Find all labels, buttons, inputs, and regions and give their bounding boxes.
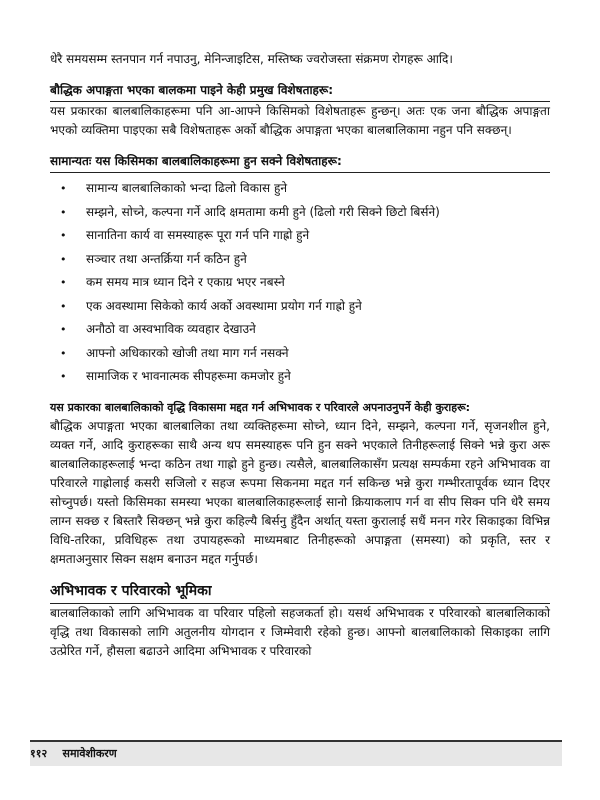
list-item-text: एक अवस्थामा सिकेको कार्य अर्को अवस्थामा प्रयोग गर्न गाह्रो हुने <box>86 298 362 313</box>
section-body: बालबालिकाको लागि अभिभावक वा परिवार पहिलो सहजकर्ता हो। यसर्थ अभिभावक र परिवारको बालबालिकाको वृद्धि तथा विकासको लागि अतुलनीय योगदान र जिम्मेवारी रहेको हुन्छ। आफ्नो बालबालिकाको सिकाइका लागि उत्प्रेरित गर्ने, हौसला बढाउने आदिमा अभिभावक र परिवारको <box>50 605 550 658</box>
list-item <box>50 365 550 389</box>
list-item-text: सञ्चार तथा अन्तर्क्रिया गर्न कठिन हुने <box>86 251 247 266</box>
list-item <box>50 295 550 319</box>
list-item <box>50 224 550 248</box>
characteristics-list <box>50 177 550 389</box>
page-content <box>50 50 550 661</box>
section-heading-row <box>50 581 550 604</box>
section-heading: बौद्धिक अपाङ्गता भएका बालकमा पाइने केही प्रमुख विशेषताहरू: <box>50 83 334 97</box>
list-item <box>50 177 550 201</box>
list-item <box>50 342 550 366</box>
bullet-icon: • <box>60 205 67 219</box>
list-item-text: सम्झने, सोच्ने, कल्पना गर्ने आदि क्षमतामा कमी हुने (ढिलो गरी सिक्ने छिटो बिर्सने) <box>86 204 440 219</box>
bullet-icon: • <box>60 276 67 289</box>
bullet-icon: • <box>60 229 67 242</box>
section-heading: अभिभावक र परिवारको भूमिका <box>50 582 212 599</box>
list-item <box>50 201 550 225</box>
list-item-text: आफ्नो अधिकारको खोजी तथा माग गर्न नसक्ने <box>86 345 289 360</box>
intro-line: धेरै समयसम्म स्तनपान गर्न नपाउनु, मेनिन्जाइटिस, मस्तिष्क ज्वरोजस्ता संक्रमण रोगहरू आदि। <box>50 52 453 66</box>
bullet-icon: • <box>60 299 67 313</box>
list-item <box>50 271 550 295</box>
section-heading: सामान्यतः यस किसिमका बालबालिकाहरूमा हुन सक्ने विशेषताहरू: <box>50 154 342 168</box>
section-body: यस प्रकारका बालबालिकाहरूमा पनि आ-आफ्ने किसिमको विशेषताहरू हुन्छन्। अतः एक जना बौद्धिक अपाङ्गता भएको व्यक्तिमा पाइएका सबै विशेषताहरू अर्को बौद्धिक अपाङ्गता भएका बालबालिकामा नहुन पनि सक्छन्। <box>50 104 550 137</box>
list-item-text: अनौठो वा अस्वभाविक व्यवहार देखाउने <box>86 322 256 336</box>
bullet-icon: • <box>60 252 67 266</box>
bullet-icon: • <box>60 346 67 360</box>
list-item-text: कम समय मात्र ध्यान दिने र एकाग्र भएर नबस्ने <box>86 275 285 289</box>
footer-rule <box>30 740 562 742</box>
footer-section-title: समावेशीकरण <box>62 747 117 760</box>
bullet-icon: • <box>60 323 67 336</box>
page-footer <box>30 740 562 770</box>
bullet-icon: • <box>60 182 67 195</box>
list-item <box>50 248 550 272</box>
section-body: बौद्धिक अपाङ्गता भएका बालबालिका तथा व्यक्तिहरूमा सोच्ने, ध्यान दिने, सम्झने, कल्पना गर्ने, सृजनशील हुने, व्यक्त गर्ने, आदि कुराहरूका साथै अन्य थप समस्याहरू पनि हुन सक्ने भएकाले तिनीहरूलाई सिक्ने भन्ने कुरा अरू बालबालिकाहरूलाई भन्दा कठिन तथा गाह्रो हुने हुन्छ। त्यसैले, बालबालिकासँग प्रत्यक्ष सम्पर्कमा रहने अभिभावक वा परिवारले गाह्रोलाई कसरी सजिलो र सहज रूपमा सिकनमा मद्दत गर्न सकिन्छ भन्ने कुरा गम्भीरतापूर्वक ध्यान दिएर सोच्नुपर्छ। यस्तो किसिमका समस्या भएका बालबालिकाहरूलाई सानो क्रियाकलाप गर्न वा सीप सिक्न पनि धेरै समय लाग्न सक्छ र बिस्तारै सिक्छन् भन्ने कुरा कहिल्यै बिर्सनु हुँदैन अर्थात् यस्ता कुरालाई सधैं मनन गरेर सिकाइका विभिन्न विधि-तरिका, प्रविधिहरू तथा उपायहरूको माध्यमबाट तिनीहरूको अपाङ्गता (समस्या) को प्रकृति, स्तर र क्षमताअनुसार सिक्न सक्षम बनाउन मद्दत गर्नुपर्छ। <box>50 418 550 566</box>
list-item-text: सामाजिक र भावनात्मक सीपहरूमा कमजोर हुने <box>86 369 291 383</box>
list-item-text: सामान्य बालबालिकाको भन्दा ढिलो विकास हुने <box>86 181 288 195</box>
footer-separator <box>51 747 59 760</box>
bullet-icon: • <box>60 370 67 383</box>
list-item-text: सानातिना कार्य वा समस्याहरू पूरा गर्न पनि गाह्रो हुने <box>86 228 310 242</box>
section-heading-row <box>50 152 550 173</box>
footer-text <box>30 746 117 761</box>
page-number: ११२ <box>30 747 48 760</box>
list-item <box>50 318 550 342</box>
section-heading-row <box>50 81 550 102</box>
subsection-lead: यस प्रकारका बालबालिकाको वृद्धि विकासमा मद्दत गर्न अभिभावक र परिवारले अपनाउनुपर्ने केही कुराहरू: <box>50 400 471 414</box>
